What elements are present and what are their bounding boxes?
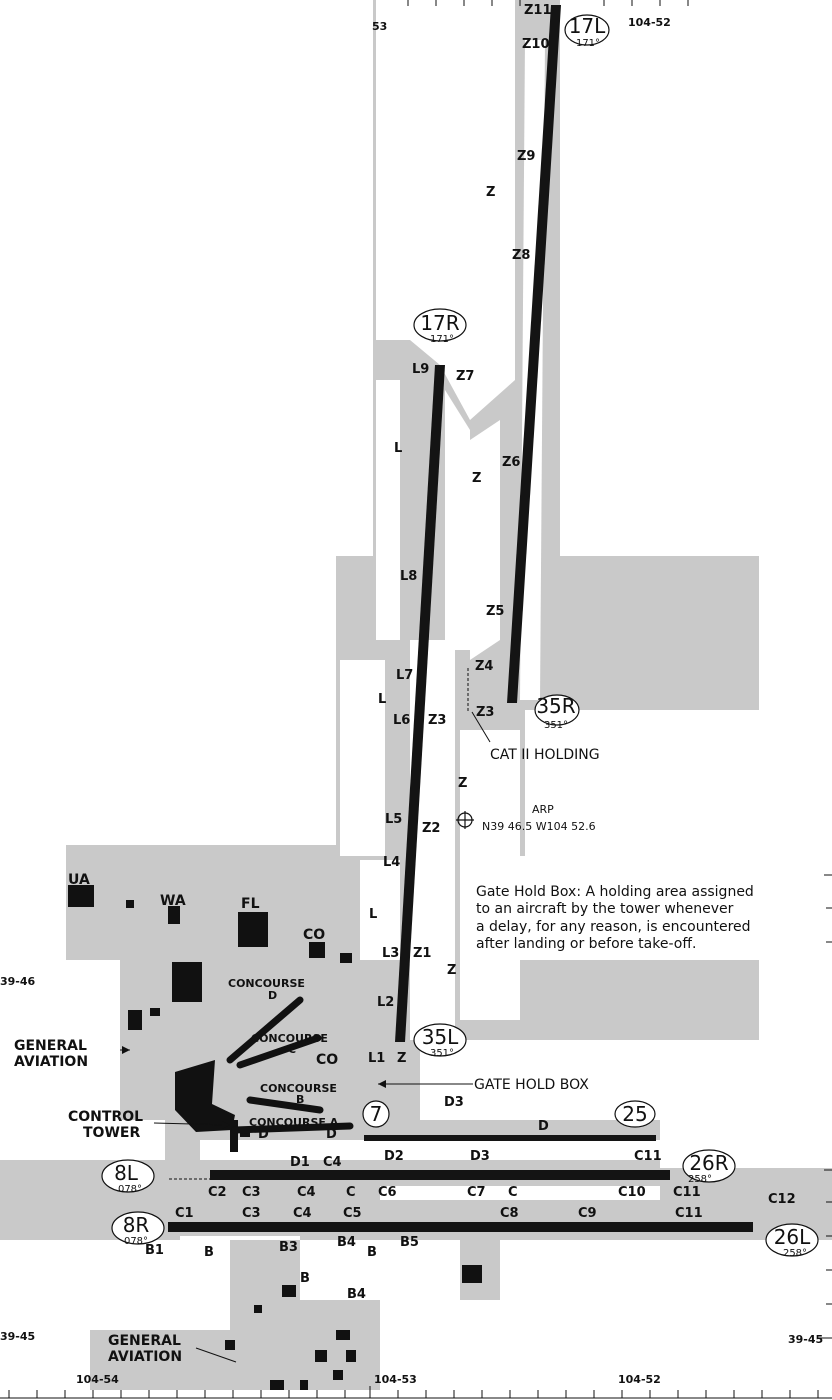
runway-8L-26R (210, 1170, 670, 1180)
taxiway-C11-north: C11 (634, 1149, 662, 1164)
gate-hold-box-label: GATE HOLD BOX (474, 1077, 589, 1093)
taxiway-Z10: Z10 (522, 37, 550, 52)
svg-text:26L: 26L (773, 1225, 811, 1249)
runway-end-7 (363, 1101, 389, 1127)
gate-hold-note-line-1: Gate Hold Box: A holding area assigned (476, 884, 754, 900)
concourse-a-title: CONCOURSE A (249, 1116, 339, 1129)
taxiway-L3: L3 (382, 946, 400, 961)
svg-text:258°: 258° (687, 1174, 713, 1185)
taxiway-C2: C2 (208, 1185, 227, 1200)
ua-label: UA (68, 872, 90, 888)
fl-label: FL (241, 896, 260, 912)
taxiway-B4-upper: B4 (337, 1235, 356, 1250)
taxiway-L4: L4 (383, 855, 401, 870)
taxiway-Z3-east: Z3 (476, 705, 495, 720)
taxiway-C10: C10 (618, 1185, 646, 1200)
taxiway-Z9: Z9 (517, 149, 536, 164)
svg-text:25: 25 (622, 1102, 648, 1126)
taxiway-L6: L6 (393, 713, 411, 728)
taxiway-L-mid: L (378, 692, 387, 707)
taxiway-C7: C7 (467, 1185, 486, 1200)
taxiway-L2: L2 (377, 995, 395, 1010)
taxiway-D-west: D (258, 1127, 269, 1142)
taxiway-D3-north: D3 (444, 1095, 464, 1110)
taxiway-C3-upper: C3 (242, 1185, 261, 1200)
concourse-c-letter: C (288, 1043, 297, 1056)
taxiway-Z11: Z11 (524, 3, 552, 18)
svg-text:171°: 171° (575, 38, 601, 49)
grid-bottom-104-52: 104-52 (618, 1373, 661, 1386)
taxiway-D-east: D (538, 1119, 549, 1134)
concourse-c-title: CONCOURSE (251, 1032, 328, 1045)
taxiway-C1: C1 (175, 1206, 194, 1221)
co-label-east: CO (316, 1052, 339, 1068)
runway-8R-26L (168, 1222, 753, 1232)
taxiway-L5: L5 (385, 812, 403, 827)
arp-label: ARP (532, 803, 554, 816)
taxiway-Z-north: Z (486, 185, 496, 200)
taxiway-L9: L9 (412, 362, 430, 377)
svg-text:35R: 35R (536, 694, 576, 718)
svg-text:26R: 26R (689, 1151, 729, 1175)
taxiway-L-south: L (369, 907, 378, 922)
taxiway-B3: B3 (279, 1240, 298, 1255)
taxiway-Z-lower: Z (447, 963, 457, 978)
grid-bottom-104-54: 104-54 (76, 1373, 119, 1386)
taxiway-Z4: Z4 (475, 659, 494, 674)
svg-text:078°: 078° (123, 1236, 149, 1247)
taxiway-Z2: Z2 (422, 821, 441, 836)
gate-hold-note-line-2: to an aircraft by the tower whenever (476, 901, 734, 917)
taxiway-Z-end: Z (397, 1051, 407, 1066)
taxiway-Z3-west: Z3 (428, 713, 447, 728)
taxiway-B4-lower: B4 (347, 1287, 366, 1302)
general-aviation-north-line-1: GENERAL (14, 1038, 87, 1054)
concourse-d-letter: D (268, 989, 278, 1002)
taxiway-Z-mid: Z (472, 471, 482, 486)
taxiway-C4-mid: C4 (297, 1185, 316, 1200)
grid-left-39-45: 39-45 (0, 1330, 36, 1343)
control-tower-line-2: TOWER (83, 1125, 141, 1141)
taxiway-C9: C9 (578, 1206, 597, 1221)
grid-left-39-46: 39-46 (0, 975, 36, 988)
taxiway-C12: C12 (768, 1192, 796, 1207)
svg-text:351°: 351° (543, 720, 569, 731)
taxiway-Z8: Z8 (512, 248, 531, 263)
taxiway-C4-lower: C4 (293, 1206, 312, 1221)
taxiway-Z6: Z6 (502, 455, 521, 470)
svg-text:351°: 351° (429, 1048, 455, 1059)
concourse-b-title: CONCOURSE (260, 1082, 337, 1095)
taxiway-B-center: B (367, 1245, 377, 1260)
concourse-b-letter: B (296, 1093, 305, 1106)
co-label-north: CO (303, 927, 326, 943)
grid-top-53: 53 (372, 20, 388, 33)
taxiway-B1: B1 (145, 1243, 164, 1258)
svg-text:8L: 8L (114, 1161, 138, 1185)
taxiway-C4-north: C4 (323, 1155, 342, 1170)
gate-hold-note-line-3: a delay, for any reason, is encountered (476, 919, 751, 935)
taxiway-C3-lower: C3 (242, 1206, 261, 1221)
arp-coordinates: N39 46.5 W104 52.6 (482, 820, 596, 833)
wa-label: WA (160, 893, 186, 909)
svg-text:17L: 17L (568, 14, 606, 38)
svg-text:7: 7 (369, 1102, 383, 1126)
general-aviation-north-line-2: AVIATION (14, 1054, 89, 1070)
general-aviation-south-line-2: AVIATION (108, 1349, 183, 1365)
taxiway-Z5: Z5 (486, 604, 505, 619)
taxiway-Z1: Z1 (413, 946, 432, 961)
taxiway-D1: D1 (290, 1155, 310, 1170)
taxiway-D-center: D (326, 1127, 337, 1142)
control-tower-line-1: CONTROL (68, 1109, 144, 1125)
taxiway-B-west: B (204, 1245, 214, 1260)
grid-bottom-104-53: 104-53 (374, 1373, 417, 1386)
taxiway-B5: B5 (400, 1235, 419, 1250)
runway-7-25 (364, 1135, 656, 1141)
runway-end-25 (615, 1101, 655, 1127)
svg-text:17R: 17R (420, 311, 460, 335)
taxiway-L1: L1 (368, 1051, 386, 1066)
taxiway-Z-south: Z (458, 776, 468, 791)
svg-text:8R: 8R (122, 1213, 150, 1237)
taxiway-C11-lower: C11 (675, 1206, 703, 1221)
taxiway-C-east: C (508, 1185, 518, 1200)
taxiway-C11-mid: C11 (673, 1185, 701, 1200)
taxiway-L8: L8 (400, 569, 418, 584)
taxiway-D3-south: D3 (470, 1149, 490, 1164)
taxiway-B-south: B (300, 1271, 310, 1286)
taxiway-Z7: Z7 (456, 369, 475, 384)
taxiway-D2: D2 (384, 1149, 404, 1164)
taxiway-C6: C6 (378, 1185, 397, 1200)
svg-text:171°: 171° (429, 334, 455, 345)
svg-text:258°: 258° (782, 1248, 808, 1259)
taxiway-L-north: L (394, 441, 403, 456)
gate-hold-note-line-4: after landing or before take-off. (476, 936, 697, 952)
concourse-d-title: CONCOURSE (228, 977, 305, 990)
svg-text:35L: 35L (421, 1025, 459, 1049)
taxiway-L7: L7 (396, 668, 414, 683)
svg-text:078°: 078° (117, 1184, 143, 1195)
taxiway-C8: C8 (500, 1206, 519, 1221)
cat-ii-holding-label: CAT II HOLDING (490, 747, 600, 763)
general-aviation-south-line-1: GENERAL (108, 1333, 181, 1349)
taxiway-C-west: C (346, 1185, 356, 1200)
taxiway-C5: C5 (343, 1206, 362, 1221)
grid-top-104-52: 104-52 (628, 16, 671, 29)
grid-right-39-45: 39-45 (788, 1333, 824, 1346)
